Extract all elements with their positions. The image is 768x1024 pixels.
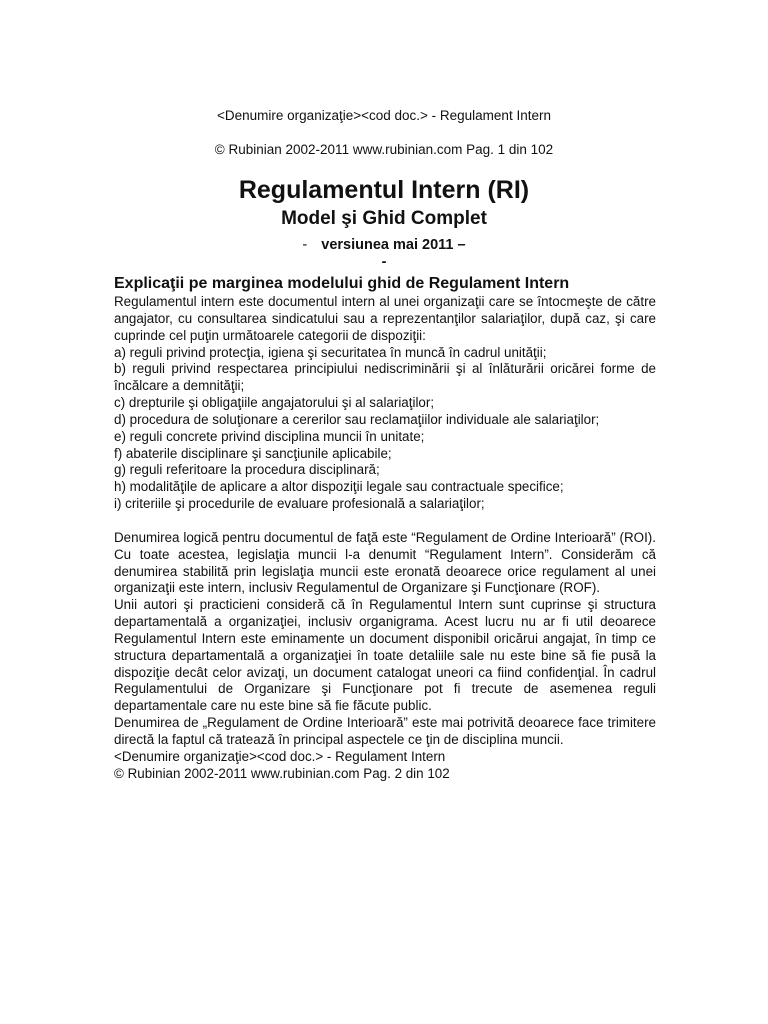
paragraph-roi: Denumirea de „Regulament de Ordine Interioară” este mai potrivită deoarece face trimitere directă la faptul că tratează în principal aspectele ce ţin de disciplina muncii. — [114, 715, 656, 747]
page-footer-organization: <Denumire organizaţie><cod doc.> - Regulament Intern — [114, 748, 446, 764]
version-line — [0, 236, 768, 254]
list-item: a) reguli privind protecţia, igiena şi securitatea în muncă în cadrul unităţii; — [114, 344, 547, 360]
list-item: b) reguli privind respectarea principiului nediscriminării şi al înlăturării oricărei forme de încălcare a demnităţii; — [114, 361, 656, 394]
page-header-copyright: © Rubinian 2002-2011 www.rubinian.com Pag. 1 din 102 — [214, 142, 554, 157]
paragraph-spacer — [114, 513, 656, 530]
list-item: d) procedura de soluţionare a cererilor sau reclamaţiilor individuale ale salariaţilor; — [114, 411, 600, 427]
section-title: Explicaţii pe marginea modelului ghid de Regulament Intern — [114, 275, 570, 292]
list-item: i) criteriile şi procedurile de evaluare profesională a salariaţilor; — [114, 496, 485, 512]
list-item: e) reguli concrete privind disciplina muncii în unitate; — [114, 428, 425, 444]
document-body — [114, 294, 656, 782]
list-item: c) drepturile şi obligaţiile angajatorului şi al salariaţilor; — [114, 395, 435, 411]
list-item: h) modalităţile de aplicare a altor dispoziţii legale sau contractuale specifice; — [114, 479, 564, 495]
paragraph-structure: Unii autori şi practicieni consideră că în Regulamentul Intern sunt cuprinse şi structura departamentală a organizaţiei, inclusiv organigrama. Acest lucru nu ar fi util deoarece Regulamentul Intern este eminamente un document disponibil oricărui angajat, în timp ce structura departamentală a organizaţiei în toate detaliile sale nu este bine să fie pusă la dispoziţie decât celor avizaţi, un document catalogat uneori ca fiind confidenţial. În cadrul Regulamentului de Organizare şi Funcţionare pot fi trecute de asemenea reguli departamentale care nu este bine să fie făcute public. — [114, 597, 656, 714]
document-title: Regulamentul Intern (RI) — [238, 176, 530, 204]
page-header-organization: <Denumire organizaţie><cod doc.> - Regulament Intern — [217, 108, 551, 123]
version-dash: - — [302, 237, 308, 253]
list-item: f) abaterile disciplinare şi sancţiunile aplicabile; — [114, 445, 392, 461]
document-subtitle: Model şi Ghid Complet — [281, 208, 487, 229]
page-footer-copyright: © Rubinian 2002-2011 www.rubinian.com Pag. 2 din 102 — [114, 765, 450, 781]
version-text: versiunea mai 2011 – — [321, 237, 466, 253]
list-item: g) reguli referitoare la procedura disciplinară; — [114, 462, 380, 478]
intro-paragraph: Regulamentul intern este documentul intern al unei organizaţii care se întocmeşte de către angajator, cu consultarea sindicatului sau a reprezentanţilor salariaţilor, după caz, şi care cuprinde cel puţin următoarele categorii de dispoziţii: — [114, 294, 656, 343]
version-dash-second: - — [381, 254, 387, 270]
paragraph-naming: Denumirea logică pentru documentul de faţă este “Regulament de Ordine Interioară” (ROI). Cu toate acestea, legislaţia muncii l-a denumit “Regulament Intern”. Considerăm că denumirea stabilită prin legislaţia muncii este eronată deoarece orice regulament al unei organizaţii este intern, inclusiv Regulamentul de Organizare şi Funcţionare (ROF). — [114, 529, 656, 596]
